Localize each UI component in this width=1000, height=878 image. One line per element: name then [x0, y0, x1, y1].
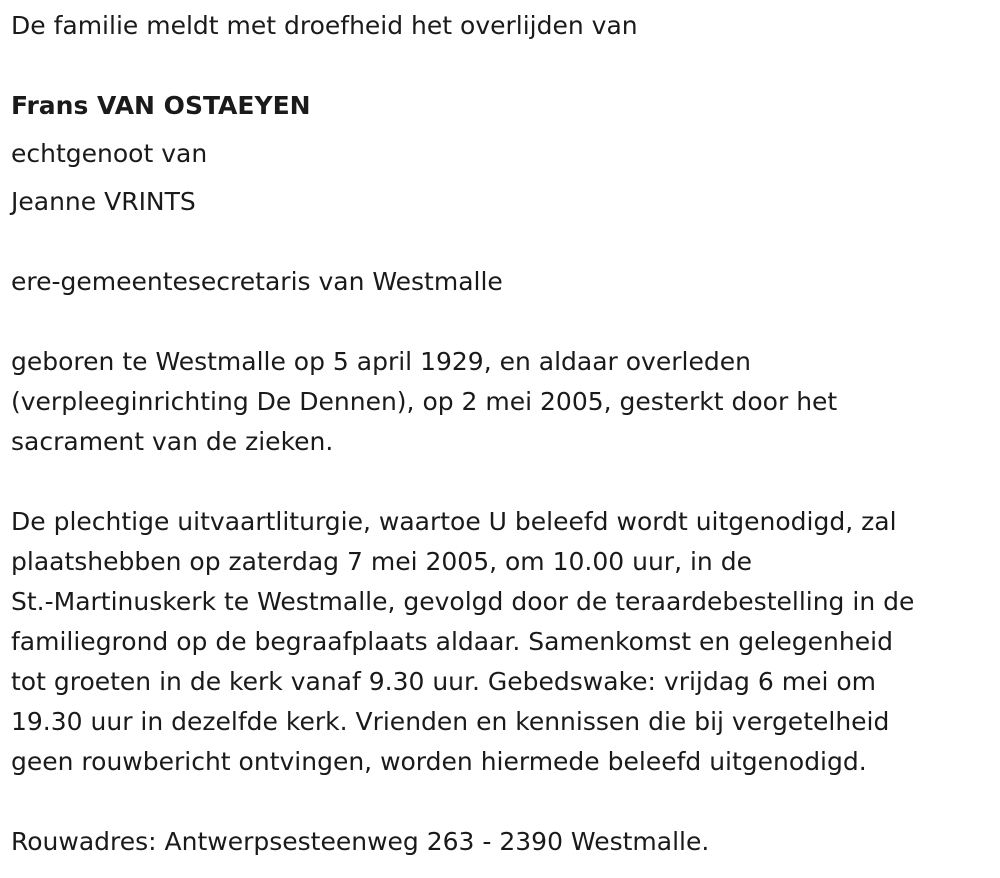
mourning-address: Rouwadres: Antwerpsesteenweg 263 - 2390 Westmalle. — [11, 827, 710, 856]
paragraph-line: familiegrond op de begraafplaats aldaar. Samenkomst en gelegenheid — [11, 627, 893, 656]
paragraph-line: geen rouwbericht ontvingen, worden hiermede beleefd uitgenodigd. — [11, 747, 867, 776]
paragraph-line: (verpleeginrichting De Dennen), op 2 mei 2005, gesterkt door het — [11, 387, 838, 416]
paragraph-line: St.-Martinuskerk te Westmalle, gevolgd door de teraardebestelling in de — [11, 587, 915, 616]
paragraph-line: geboren te Westmalle op 5 april 1929, en aldaar overleden — [11, 347, 751, 376]
paragraph-line: 19.30 uur in dezelfde kerk. Vrienden en kennissen die bij vergetelheid — [11, 707, 890, 736]
obituary-document — [11, 6, 991, 862]
birth-death-paragraph — [11, 342, 991, 462]
spacer — [11, 782, 991, 822]
paragraph-line: tot groeten in de kerk vanaf 9.30 uur. Gebedswake: vrijdag 6 mei om — [11, 667, 877, 696]
paragraph-line: sacrament van de zieken. — [11, 427, 334, 456]
paragraph-line: De plechtige uitvaartliturgie, waartoe U beleefd wordt uitgenodigd, zal — [11, 507, 897, 536]
paragraph-line: plaatshebben op zaterdag 7 mei 2005, om 10.00 uur, in de — [11, 547, 752, 576]
spacer — [11, 302, 991, 342]
deceased-name: Frans VAN OSTAEYEN — [11, 91, 311, 120]
intro-text: De familie meldt met droefheid het overlijden van — [11, 11, 638, 40]
spouse-name: Jeanne VRINTS — [11, 187, 196, 216]
relation-text: echtgenoot van — [11, 139, 208, 168]
spacer — [11, 222, 991, 262]
honorary-title: ere-gemeentesecretaris van Westmalle — [11, 267, 503, 296]
spacer — [11, 46, 991, 86]
funeral-paragraph — [11, 502, 991, 782]
spacer — [11, 462, 991, 502]
